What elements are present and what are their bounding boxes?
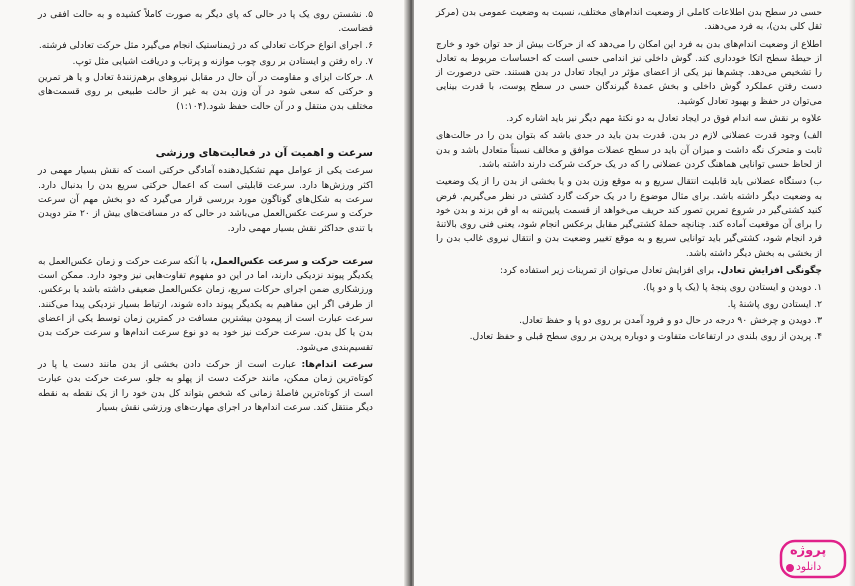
paragraph: اطلاع از وضعیت اندام‌های بدن به فرد این امکان را می‌دهد که از حرکات بیش از حد توان خود و خارج از حیطهٔ سطح اتکا خودداری کند. گوش داخلی نیز اندامی حسی است که احساسات مربوط به تعادل را تشخیص می‌دهد. چشم‌ها نیز یکی از اعضای مؤثر در ایجاد تعادل در بدن هستند. حتی درصورت از دست رفتن عملکرد گوش داخلی و بخش عمدهٔ گیرندگان حسی در سطح پوست، با قدرت بینایی می‌توان در حفظ و بهبود تعادل کوشید. <box>436 38 822 107</box>
left-page <box>0 0 410 586</box>
right-page <box>414 0 855 586</box>
list-item: ۷. راه رفتن و ایستادن بر روی چوب موازنه و پرتاب و دریافت اشیایی مثل توپ. <box>72 55 373 67</box>
paragraph-reaction <box>38 255 373 355</box>
paragraph-balance-text: برای افزایش تعادل می‌توان از تمرینات زیر استفاده کرد: <box>500 265 715 277</box>
watermark-text-line2: دانلود <box>796 560 822 573</box>
paragraph-speed: سرعت یکی از عوامل مهم تشکیل‌دهنده آمادگی حرکتی است که نقش بسیار مهمی در اکثر ورزش‌ها دارد. سرعت قابلیتی است که اعمال حرکتی سریع بدن را بدنبال دارد. سرعت به شکل‌های گوناگون مورد بررسی قرار می‌گیرد که دو بخش مهم آن سرعت حرکت و سرعت عکس‌العمل می‌باشد در حالی که در مسافت‌های بیش از ۲۰ متر دویدن با تندی حداکثر نقش بسیار مهمی دارد. <box>38 165 373 234</box>
section-heading-speed: سرعت و اهمیت آن در فعالیت‌های ورزشی <box>155 147 373 160</box>
inline-heading-limbs: سرعت اندام‌ها: <box>301 358 373 370</box>
paragraph-limbs-text: عبارت است از حرکت دادن بخشی از بدن مانند دست یا پا در کوتاه‌ترین زمان ممکن، مانند حرکت دست از پهلو به جلو. سرعت حرکت بدن عبارت است از کوتاه‌ترین فاصلهٔ زمانی که شخص بتواند کل بدن خود را از یک نقطه به نقطه دیگر منتقل کند. سرعت اندام‌ها در اجرای مهارت‌های ورزشی نقش بسیار <box>38 358 373 413</box>
inline-heading-balance: چگونگی افزایش تعادل. <box>717 265 822 277</box>
list-item: ۴. پریدن از روی بلندی در ارتفاعات متفاوت و دوباره پریدن بر روی سطح قبلی و حفظ تعادل. <box>469 331 822 343</box>
spacer <box>38 116 373 132</box>
list-item: ۶. اجرای انواع حرکات تعادلی که در ژیمناستیک انجام می‌گیرد مثل حرکت تعادلی فرشته. <box>38 39 373 51</box>
paragraph: حسی در سطح بدن اطلاعات کاملی از وضعیت اندام‌های مختلف، نسبت به وضعیت عمومی بدن (مرکز ثقل کلی بدن)، به فرد می‌دهند. <box>436 7 822 33</box>
list-item: ۲. ایستادن روی پاشنهٔ پا. <box>727 298 822 310</box>
watermark-text-line1: پروژه <box>790 543 827 558</box>
paragraph-reaction-text: با آنکه سرعت حرکت و زمان عکس‌العمل به یکدیگر پیوند نزدیکی دارند، اما در این دو مفهوم تفاوت‌هایی نیز وجود دارد. ممکن است ورزشکاری ضمن اجرای حرکات سریع، زمان عکس‌العمل ضعیفی داشته باشد یا برعکس. از طرفی اگر این مفاهیم به یکدیگر پیوند داده شوند، ارتباط بسیار نزدیکی پیدا می‌کنند. سرعت عبارت است از پیمودن بیشترین مسافت در کمترین زمان توسط یکی از اعضای بدن یا کل بدن. سرعت حرکت نیز خود به دو نوع سرعت اندام‌ها و سرعت حرکت بدن تقسیم‌بندی می‌شود. <box>38 255 373 353</box>
paragraph-limbs <box>38 358 373 415</box>
left-page-text-column <box>38 8 373 418</box>
list-item: ۵. نشستن روی یک پا در حالی که پای دیگر به صورت کاملاً کشیده و به حالت افقی در فضاست. <box>38 9 373 35</box>
paragraph-balance <box>436 264 822 278</box>
spacer <box>38 239 373 255</box>
right-page-text-column <box>436 6 822 347</box>
page-edge-shadow <box>849 0 855 586</box>
list-item: ۸. حرکات ایزای و مقاومت در آن حال در مقابل نیروهای برهم‌زنندهٔ تعادل و یا هر تمرین و حرکتی که سعی شود در آن وزن بدن به غیر از حالت طبیعی بر روی قسمت‌های مختلف بدن منتقل و در آن حالت حفظ شود.(۱:۱۰۴) <box>38 72 373 112</box>
list-item: ۱. دویدن و ایستادن روی پنجهٔ پا (یک پا و دو پا). <box>643 282 822 294</box>
inline-heading-reaction: سرعت حرکت و سرعت عکس‌العمل، <box>210 255 373 267</box>
list-item: ۳. دویدن و چرخش ۹۰ درجه در حال دو و فرود آمدن بر روی دو پا و حفظ تعادل. <box>519 314 822 326</box>
paragraph-be: ب) دستگاه عضلانی باید قابلیت انتقال سریع و به موقع وزن بدن و یا بخشی از بدن را از یک وضعیت به وضعیت دیگر داشته باشد. برای مثال موضوع را در یک حرکت گارد کشتی در نظر می‌گیریم. فرض کنید کشتی‌گیر در شروع تمرین تصور کند حریف می‌خواهد از قسمت پایین‌تنه به او فن بزند و بدن خود را برای آن موقعیت آماده کند. چنانچه حملهٔ کشتی‌گیر مقابل برعکس انجام شود، یعنی فنی روی بالاتنهٔ فرد انجام شود، کشتی‌گیر باید توانایی سریع و به موقع تغییر وضعیت بدن و انتقال نیروی غالب بدن را از بخشی به بخش دیگر داشته باشد. <box>436 176 822 259</box>
paragraph-alef: الف) وجود قدرت عضلانی لازم در بدن. قدرت بدن باید در حدی باشد که بتوان بدن را در حالت‌های ثابت و متحرک نگه داشت و میزان آن باید در سطح عضلات موافق و مخالف نسبتاً متعادل باشد و بدن از لحاظ حسی توانایی هماهنگ کردن عضلانی را که در یک حرکت شرکت دارند داشته باشد. <box>436 130 822 170</box>
paragraph: علاوه بر نقش سه اندام فوق در ایجاد تعادل به دو نکتهٔ مهم دیگر نیز باید اشاره کرد. <box>506 113 822 125</box>
